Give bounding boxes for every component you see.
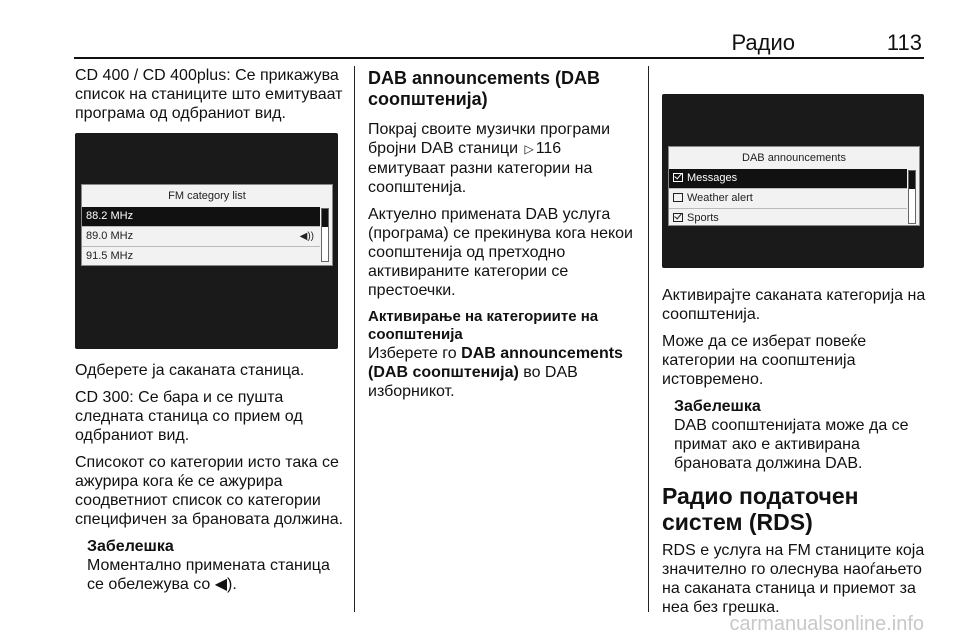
checkbox-checked-icon[interactable]: [673, 173, 683, 182]
list-item-label: 91.5 MHz: [86, 250, 134, 262]
page-ref-icon: ▷: [524, 142, 534, 156]
list-item-label: 88.2 MHz: [86, 210, 134, 222]
column-divider-1: [354, 66, 355, 612]
list-item[interactable]: [669, 169, 907, 189]
dab-announcements-panel: [668, 146, 920, 226]
list-item-label: Sports: [687, 212, 719, 224]
paragraph: RDS е услуга на FM станиците која значително го олеснува наоѓањето на саканата станица и приемот за неа без грешка.: [662, 542, 925, 616]
column-2: [368, 66, 640, 409]
list-item-label: 89.0 MHz: [86, 230, 134, 242]
paragraph: CD 300: Се бара и се пушта следната станица со прием од одбраниот вид.: [75, 389, 303, 444]
speaker-icon: ◀)): [299, 231, 314, 242]
scrollbar-thumb[interactable]: [322, 209, 328, 227]
list-item[interactable]: [669, 209, 907, 228]
header-title: Радио: [731, 30, 795, 55]
menu-item-name: DAB announcements (DAB соопштенија): [368, 345, 623, 381]
section-heading-rds: Радио податочен систем (RDS): [662, 483, 859, 535]
scrollbar-thumb[interactable]: [909, 171, 915, 189]
note: [87, 537, 345, 594]
scrollbar[interactable]: [908, 170, 916, 224]
page-number: 113: [886, 30, 922, 55]
panel-title: FM category list: [168, 190, 246, 202]
watermark: carmanualsonline.info: [729, 613, 924, 635]
list-item[interactable]: [82, 207, 320, 227]
note-text: Моментално примената станица се обележува со: [87, 557, 330, 593]
note-text: DAB соопштенијата може да се примат ако е активирана брановата должина DAB.: [674, 417, 909, 472]
column-1: [75, 66, 345, 594]
paragraph-text: во DAB изборникот.: [368, 364, 578, 400]
paragraph: Може да се изберат повеќе категории на соопштенија истовремено.: [662, 333, 867, 388]
list-item[interactable]: [82, 247, 320, 266]
section-heading: DAB announcements (DAB соопштенија): [368, 68, 601, 109]
speaker-icon: ◀): [214, 576, 233, 593]
paragraph: Актуелно примената DAB услуга (програма) се прекинува кога некои соопштенија од претходно активираните категории се престоечки.: [368, 206, 633, 299]
paragraph: Списокот со категории исто така се ажурира кога ќе се ажурира соодветниот список со категории специфичен за брановата должина.: [75, 454, 344, 528]
header-rule: [74, 57, 924, 59]
paragraph: [368, 120, 640, 197]
paragraph: [368, 344, 640, 401]
fm-category-screen: [75, 133, 338, 349]
paragraph-text: Изберете го: [368, 345, 457, 362]
checkbox-checked-icon[interactable]: [673, 213, 683, 222]
list-item[interactable]: [82, 227, 320, 247]
note-end: .: [232, 576, 237, 593]
column-3: [662, 66, 928, 625]
checkbox-unchecked-icon[interactable]: [673, 193, 683, 202]
paragraph-text: Покрај своите музички програми бројни DAB станици: [368, 121, 611, 157]
paragraph: Активирајте саканата категорија на соопштенија.: [662, 287, 926, 323]
list-item-label: Weather alert: [687, 192, 753, 204]
column-divider-2: [648, 66, 649, 612]
list-item[interactable]: [669, 189, 907, 209]
paragraph-text: емитуваат разни категории на соопштенија.: [368, 160, 593, 196]
fm-category-panel: [81, 184, 333, 266]
note-title: Забелешка: [674, 398, 761, 415]
scrollbar[interactable]: [321, 208, 329, 262]
subheading: Активирање на категориите на соопштенија: [368, 308, 599, 343]
dab-announcements-screen: [662, 94, 924, 268]
paragraph: Одберете ја саканата станица.: [75, 362, 305, 379]
panel-title: DAB announcements: [742, 152, 846, 164]
note: [674, 397, 928, 473]
page-ref[interactable]: 116: [535, 140, 562, 157]
paragraph: CD 400 / CD 400plus: Се прикажува список на станиците што емитуваат програма од одбраниот вид.: [75, 67, 343, 122]
note-title: Забелешка: [87, 538, 174, 555]
list-item-label: Messages: [687, 172, 738, 184]
